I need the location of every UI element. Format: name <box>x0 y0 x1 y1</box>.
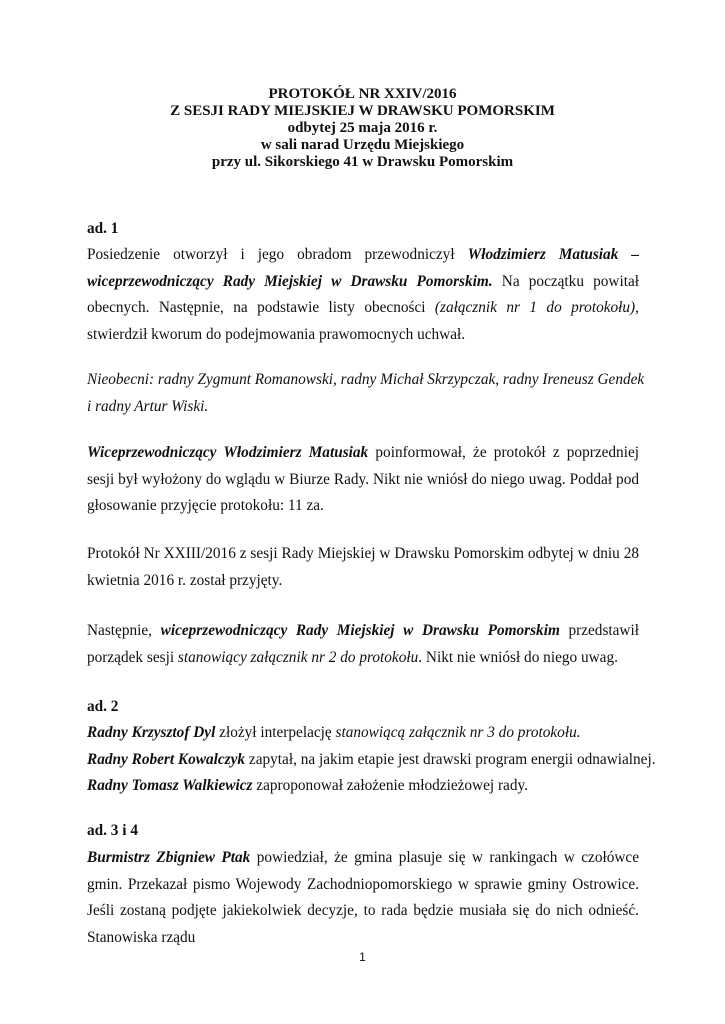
ad34-mayor-name: Burmistrz Zbigniew Ptak <box>87 849 251 866</box>
ad2-walkiewicz-name: Radny Tomasz Walkiewicz <box>87 777 253 794</box>
ad1-p3-vice-chair: Wiceprzewodniczący Włodzimierz Matusiak <box>87 444 369 461</box>
ad1-paragraph-absent <box>87 367 645 420</box>
ad2-line-kowalczyk <box>87 747 656 774</box>
header-venue: w sali narad Urzędu Miejskiego <box>260 137 465 153</box>
ad1-p1-text-a: Posiedzenie otworzył i jego obradom przewodniczył <box>87 246 468 263</box>
ad1-p1-attachment-ref: (załącznik nr 1 do protokołu) <box>434 299 636 316</box>
header-address: przy ul. Sikorskiego 41 w Drawsku Pomorskim <box>211 154 514 170</box>
ad1-p1-chair-name: Włodzimierz Matusiak – wiceprzewodniczący Rady Miejskiej w Drawsku Pomorskim. <box>87 246 640 290</box>
ad1-paragraph-agenda <box>87 618 639 671</box>
ad1-p1-text-c: Na początku powitał obecnych. Następnie, na podstawie listy obecności <box>87 272 640 316</box>
page-number: 1 <box>359 950 366 964</box>
ad1-p3-text: poinformował, że protokół z poprzedniej sesji był wyłożony do wglądu w Biurze Rady. Nikt nie wniósł do niego uwag. Poddał pod głosowanie przyjęcie protokołu: 11 za. <box>87 444 639 514</box>
ad1-absent-line1: Nieobecni: radny Zygmunt Romanowski, radny Michał Skrzypczak, radny Ireneusz Gendek <box>87 371 645 388</box>
ad1-p5-vice-chair: wiceprzewodniczący Rady Miejskiej w Drawsku Pomorskim <box>160 622 560 639</box>
ad1-absent-line2: i radny Artur Wiski. <box>87 397 209 415</box>
ad1-p1-text-e: , stwierdził kworum do podejmowania prawomocnych uchwał. <box>87 299 639 343</box>
ad1-paragraph-minutes <box>87 440 639 520</box>
header-date: odbytej 25 maja 2016 r. <box>287 120 438 136</box>
header-session: Z SESJI RADY MIEJSKIEJ W DRAWSKU POMORSKIM <box>170 103 555 119</box>
section-ad2-title: ad. 2 <box>87 698 119 715</box>
ad2-dyl-text: złożył interpelację <box>215 724 336 741</box>
ad1-p5-text-c: przedstawił porządek sesji <box>87 622 639 666</box>
ad2-kowalczyk-text: zapytał, na jakim etapie jest drawski program energii odnawialnej. <box>245 750 656 768</box>
ad34-paragraph-mayor <box>87 845 639 951</box>
section-ad1-title: ad. 1 <box>87 220 119 237</box>
ad2-walkiewicz-text: zaproponował założenie młodzieżowej rady. <box>252 777 528 794</box>
ad2-dyl-attachment-ref: stanowiącą załącznik nr 3 do protokołu. <box>335 724 581 741</box>
ad2-kowalczyk-name: Radny Robert Kowalczyk <box>87 750 246 768</box>
ad34-mayor-text: powiedział, że gmina plasuje się w rankingach w czołówce gmin. Przekazał pismo Wojewody Zachodniopomorskiego w sprawie gminy Ostrowice. Jeśli zostaną podjęte jakiekolwiek decyzje, to rada będzie musiała się do nich odnieść. Stanowiska rządu <box>87 849 639 946</box>
ad1-paragraph-adopted: Protokół Nr XXIII/2016 z sesji Rady Miejskiej w Drawsku Pomorskim odbytej w dniu 28 kwietnia 2016 r. został przyjęty. <box>87 545 639 589</box>
ad1-p5-text-a: Następnie, <box>87 622 161 639</box>
ad2-line-dyl <box>87 720 639 747</box>
ad1-p5-attachment-ref: stanowiący załącznik nr 2 do protokołu <box>177 648 419 666</box>
protocol-header <box>0 86 725 171</box>
header-title: PROTOKÓŁ NR XXIV/2016 <box>268 86 457 102</box>
ad2-line-walkiewicz <box>87 773 639 800</box>
ad2-interpellations <box>87 720 656 800</box>
ad1-paragraph-opening <box>87 242 639 348</box>
ad2-dyl-name: Radny Krzysztof Dyl <box>87 724 216 741</box>
section-ad34-title: ad. 3 i 4 <box>87 822 138 839</box>
ad1-p5-text-e: . Nikt nie wniósł do niego uwag. <box>418 648 618 666</box>
